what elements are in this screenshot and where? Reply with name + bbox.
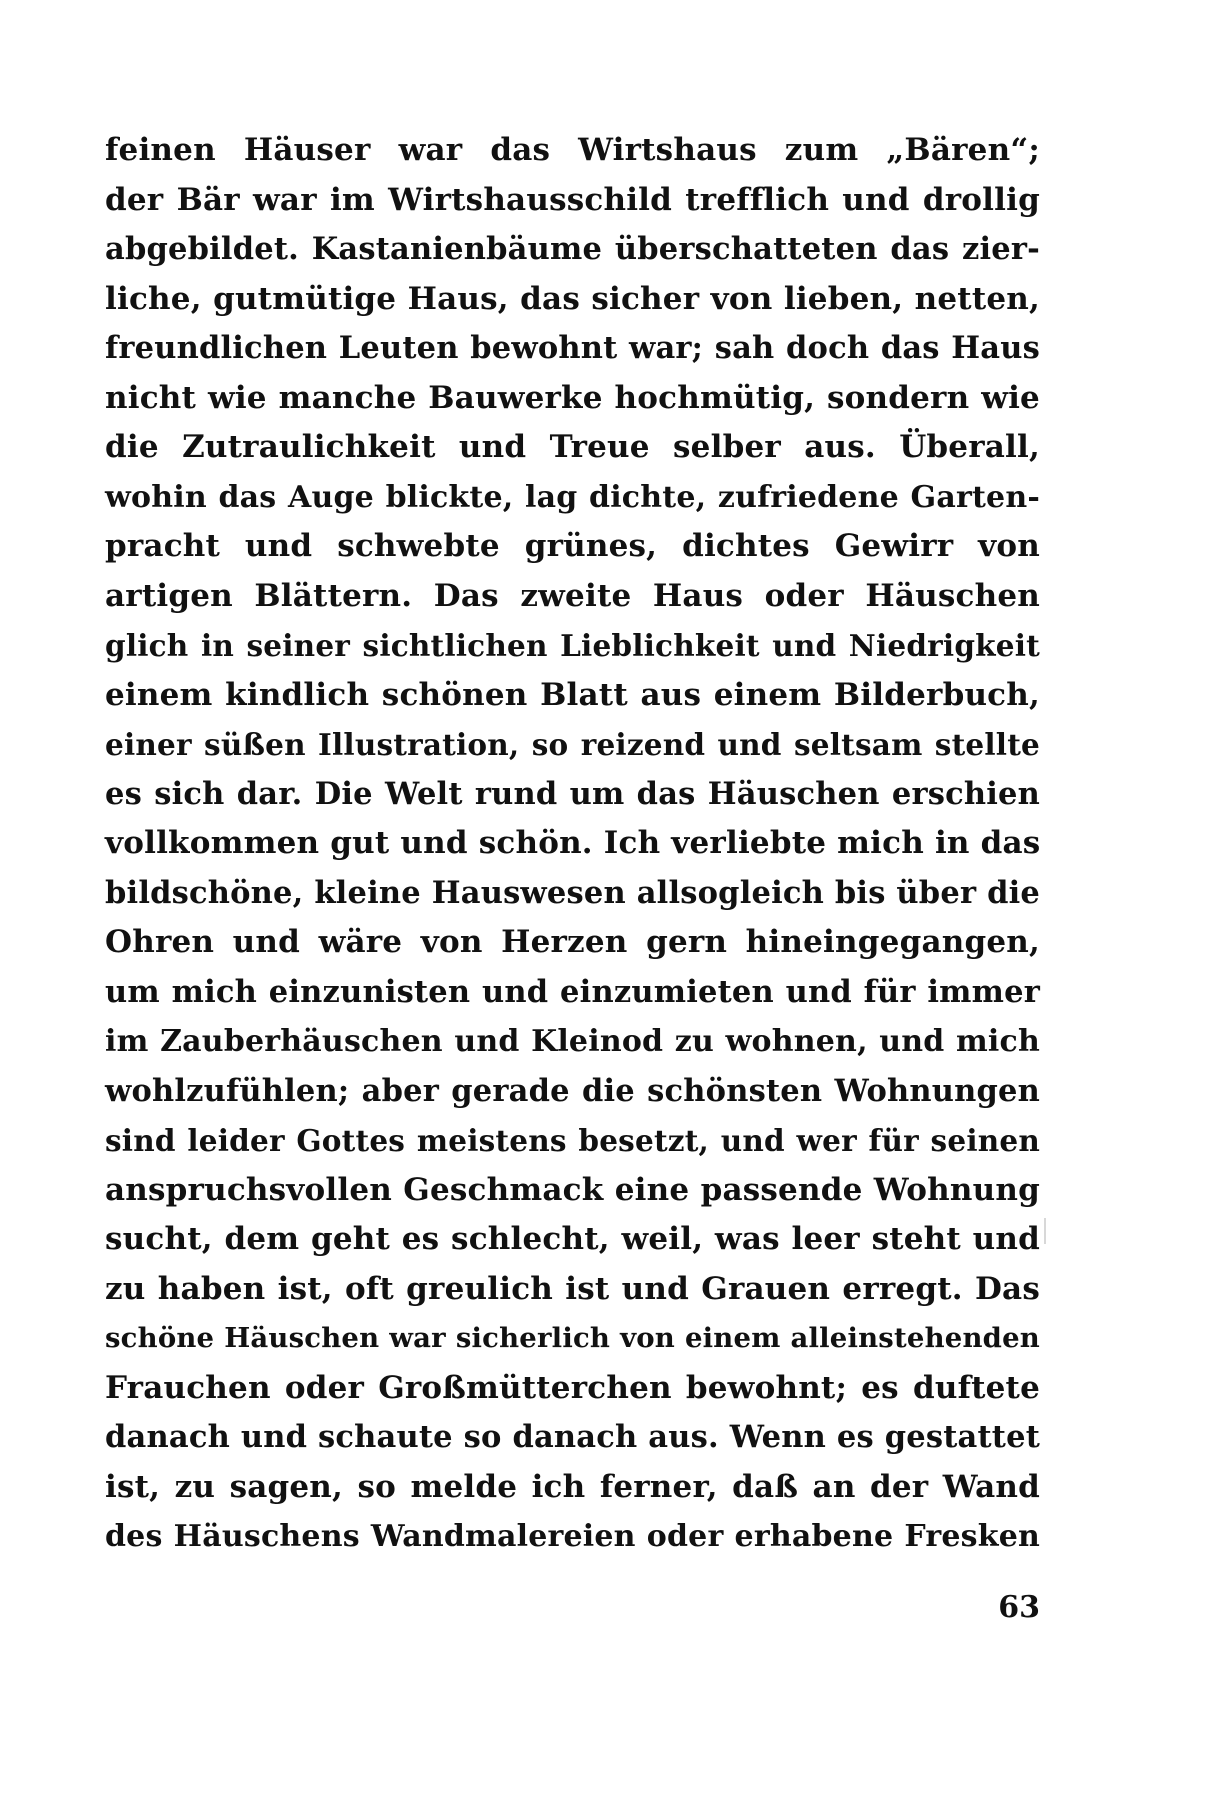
text-line-20: wohlzufühlen; aber gerade die schönsten Wohnungen [105,1072,1040,1109]
text-line-5: freundlichen Leuten bewohnt war; sah doch das Haus [105,330,1040,366]
scan-speck [1044,1218,1046,1244]
text-line-15: vollkommen gut und schön. Ich verliebte mich in das [105,825,1041,861]
text-line-29: des Häuschens Wandmalereien oder erhabene Fresken [105,1519,1040,1554]
text-line-27: danach und schaute so danach aus. Wenn es gestattet [105,1419,1040,1455]
text-line-1: feinen Häuser war das Wirtshaus zum „Bären“; [105,132,1040,168]
text-line-3: abgebildet. Kastanienbäume überschatteten das zier- [105,231,1040,267]
text-line-24: zu haben ist, oft greulich ist und Grauen erregt. Das [105,1270,1040,1307]
page-number: 63 [998,1590,1040,1625]
text-line-19: im Zauberhäuschen und Kleinod zu wohnen, und mich [105,1024,1040,1059]
body-text [105,126,1040,1562]
text-line-11: glich in seiner sichtlichen Lieblichkeit und Niedrigkeit [105,628,1040,663]
text-line-18: um mich einzunisten und einzumieten und für immer [105,973,1040,1010]
text-line-6: nicht wie manche Bauwerke hochmütig, sondern wie [105,379,1040,416]
text-line-13: einer süßen Illustration, so reizend und seltsam stellte [105,727,1040,762]
text-line-21: sind leider Gottes meistens besetzt, und wer für seinen [105,1123,1040,1158]
text-line-22: anspruchsvollen Geschmack eine passende Wohnung [105,1171,1040,1208]
text-line-16: bildschöne, kleine Hauswesen allsogleich bis über die [105,874,1040,911]
text-line-17: Ohren und wäre von Herzen gern hineingegangen, [105,924,1040,960]
text-line-23: sucht, dem geht es schlecht, weil, was leer steht und [105,1221,1040,1257]
text-line-14: es sich dar. Die Welt rund um das Häuschen erschien [105,775,1040,812]
text-line-4: liche, gutmütige Haus, das sicher von lieben, netten, [105,280,1040,317]
text-line-28: ist, zu sagen, so melde ich ferner, daß an der Wand [105,1468,1040,1505]
text-line-9: pracht und schwebte grünes, dichtes Gewirr von [105,528,1040,564]
text-line-7: die Zutraulichkeit und Treue selber aus. Überall, [105,429,1040,465]
text-line-25: schöne Häuschen war sicherlich von einem alleinstehenden [105,1322,1040,1354]
text-line-2: der Bär war im Wirtshausschild trefflich und drollig [105,181,1040,218]
text-line-8: wohin das Auge blickte, lag dichte, zufriedene Garten- [105,479,1040,515]
text-line-12: einem kindlich schönen Blatt aus einem Bilderbuch, [105,676,1040,713]
text-line-10: artigen Blättern. Das zweite Haus oder Häuschen [105,577,1040,614]
text-line-26: Frauchen oder Großmütterchen bewohnt; es duftete [105,1369,1040,1406]
